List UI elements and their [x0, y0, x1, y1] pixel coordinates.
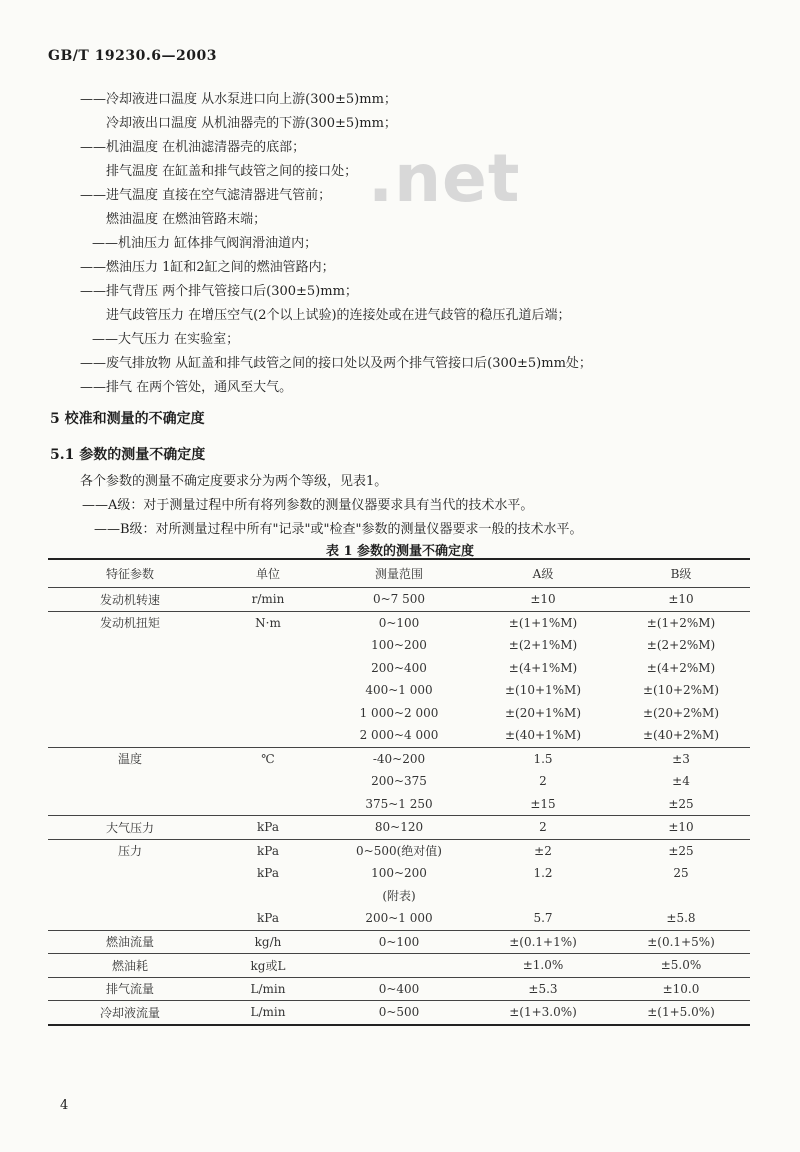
table-cell: 5.7: [533, 911, 553, 926]
bullet-fuel-pressure: ——燃油压力 1缸和2缸之间的燃油管路内；: [80, 260, 335, 275]
table-cell: ±5.3: [474, 977, 612, 1001]
table-cell: [48, 885, 212, 908]
paragraph-class-a: ——A级：对于测量过程中所有将列参数的测量仪器要求具有当代的技术水平。: [82, 498, 534, 513]
table-row: [48, 611, 750, 634]
table-cell: ±2: [474, 839, 612, 862]
bullet-atmos-pressure: ——大气压力 在实验室；: [92, 332, 240, 347]
table-cell: 1.2: [533, 866, 553, 881]
table-cell: 200~1 000: [365, 911, 433, 926]
table-cell: [212, 657, 324, 680]
table-cell: 温度: [48, 747, 212, 770]
table-cell: 0~7 500: [324, 588, 474, 612]
table-header-cell: 单位: [212, 559, 324, 588]
bullet-oil-pressure: ——机油压力 缸体排气阀润滑油道内；: [92, 236, 318, 251]
table-header-row: [48, 559, 750, 588]
table-cell: 25: [673, 866, 689, 881]
table-cell: ±(40+2%M): [642, 728, 720, 743]
bullet-fuel-temp: 燃油温度 在燃油管路末端；: [106, 212, 267, 227]
table-header-cell: A级: [474, 559, 612, 588]
table-cell: ±(40+1%M): [504, 728, 582, 743]
table-cell: [48, 793, 212, 816]
table-row: [48, 839, 750, 862]
table-cell: ±15: [530, 796, 556, 811]
table-cell: 200~400: [371, 660, 427, 675]
table-cell: ±4: [672, 774, 690, 789]
table-cell: ±25: [612, 839, 750, 862]
table-row: [48, 724, 750, 747]
table-cell: [212, 724, 324, 747]
table-cell: 80~120: [324, 816, 474, 840]
table-cell: ±(1+3.0%): [474, 1001, 612, 1025]
table-cell: ±(1+2%M): [612, 611, 750, 634]
table-cell: [212, 679, 324, 702]
section-5-heading: 5 校准和测量的不确定度: [50, 411, 205, 427]
table-cell: [212, 770, 324, 793]
bullet-coolant-outlet: 冷却液出口温度 从机油器壳的下游(300±5)mm；: [106, 116, 397, 131]
watermark: .net: [368, 140, 521, 217]
table-cell: [48, 907, 212, 930]
bullet-exhaust-temp: 排气温度 在缸盖和排气歧管之间的接口处；: [106, 164, 358, 179]
table-cell: 冷却液流量: [48, 1001, 212, 1025]
table-cell: [474, 885, 612, 908]
table-cell: 发动机扭矩: [48, 611, 212, 634]
standard-header: GB/T 19230.6—2003: [48, 48, 217, 64]
table-cell: ±3: [612, 747, 750, 770]
table-header-cell: B级: [612, 559, 750, 588]
table-cell: ±10: [474, 588, 612, 612]
table-row: [48, 977, 750, 1001]
bullet-exhaust: ——排气 在两个管处，通风至大气。: [80, 380, 293, 395]
table-cell: [48, 679, 212, 702]
bullet-coolant-inlet: ——冷却液进口温度 从水泵进口向上游(300±5)mm；: [80, 92, 397, 107]
table-cell: [612, 885, 750, 908]
section-5-1-heading: 5.1 参数的测量不确定度: [50, 447, 206, 463]
paragraph-intro: 各个参数的测量不确定度要求分为两个等级，见表1。: [80, 474, 388, 489]
table-cell: 0~100: [324, 930, 474, 954]
table-cell: ℃: [212, 747, 324, 770]
table-cell: 0~100: [324, 611, 474, 634]
table-cell: 大气压力: [48, 816, 212, 840]
table-cell: ±(0.1+5%): [612, 930, 750, 954]
table-header-cell: 测量范围: [324, 559, 474, 588]
table-cell: ±5.8: [666, 911, 696, 926]
table-row: [48, 588, 750, 612]
table-cell: 压力: [48, 839, 212, 862]
table-cell: ±(2+2%M): [646, 638, 716, 653]
table-cell: 1 000~2 000: [359, 705, 439, 720]
table-cell: [48, 724, 212, 747]
table-cell: ±(10+1%M): [504, 683, 582, 698]
table-cell: 0~500(绝对值): [324, 839, 474, 862]
table-cell: [212, 885, 324, 908]
table-cell: -40~200: [324, 747, 474, 770]
table-cell: kPa: [212, 839, 324, 862]
page-number: 4: [60, 1098, 69, 1113]
table-cell: kg或L: [212, 954, 324, 978]
table-row: [48, 634, 750, 657]
table-cell: [212, 702, 324, 725]
table-cell: ±(0.1+1%): [474, 930, 612, 954]
table-cell: 0~500: [324, 1001, 474, 1025]
table-row: [48, 679, 750, 702]
table-cell: 燃油耗: [48, 954, 212, 978]
table-cell: L/min: [212, 977, 324, 1001]
table-cell: kPa: [212, 816, 324, 840]
table-cell: 2: [539, 774, 547, 789]
table-cell: r/min: [212, 588, 324, 612]
table-row: [48, 907, 750, 930]
bullet-exhaust-back: ——排气背压 两个排气管接口后(300±5)mm；: [80, 284, 358, 299]
table-row: [48, 702, 750, 725]
table-cell: ±5.0%: [612, 954, 750, 978]
table-cell: [48, 657, 212, 680]
table-cell: ±(1+1%M): [474, 611, 612, 634]
table-cell: ±10: [612, 816, 750, 840]
paragraph-class-b: ——B级：对所测量过程中所有"记录"或"检查"参数的测量仪器要求一般的技术水平。: [94, 522, 583, 537]
bullet-manifold: 进气歧管压力 在增压空气(2个以上试验)的连接处或在进气歧管的稳压孔道后端；: [106, 308, 571, 323]
uncertainty-table: [48, 558, 750, 1026]
table-cell: L/min: [212, 1001, 324, 1025]
table-cell: 200~375: [371, 774, 427, 789]
table-cell: 发动机转速: [48, 588, 212, 612]
table-cell: ±(10+2%M): [642, 683, 720, 698]
table-cell: [48, 702, 212, 725]
table-header-cell: 特征参数: [48, 559, 212, 588]
table-cell: kPa: [257, 911, 279, 926]
table-cell: 100~200: [371, 866, 427, 881]
table-cell: 燃油流量: [48, 930, 212, 954]
table-cell: ±(20+1%M): [504, 705, 582, 720]
table-cell: [48, 634, 212, 657]
table-cell: ±(4+2%M): [646, 660, 716, 675]
table-cell: 2 000~4 000: [359, 728, 439, 743]
table-cell: ±10.0: [612, 977, 750, 1001]
table-cell: kPa: [257, 866, 279, 881]
table-cell: kg/h: [212, 930, 324, 954]
table-row: [48, 816, 750, 840]
table-cell: [212, 634, 324, 657]
table-cell: ±(1+5.0%): [612, 1001, 750, 1025]
table-row: [48, 657, 750, 680]
table-cell: ±10: [612, 588, 750, 612]
table-cell: [48, 862, 212, 885]
table-row: [48, 770, 750, 793]
table-row: [48, 1001, 750, 1025]
table-cell: ±(2+1%M): [508, 638, 578, 653]
table-cell: [212, 793, 324, 816]
table-cell: ±(20+2%M): [642, 705, 720, 720]
table-cell: 400~1 000: [365, 683, 433, 698]
table-caption: 表 1 参数的测量不确定度: [325, 544, 475, 559]
table-cell: 0~400: [324, 977, 474, 1001]
table-cell: ±(4+1%M): [508, 660, 578, 675]
table-cell: N·m: [212, 611, 324, 634]
table-cell: ±1.0%: [474, 954, 612, 978]
table-cell: 375~1 250: [365, 796, 433, 811]
table-row: [48, 954, 750, 978]
table-cell: 100~200: [371, 638, 427, 653]
table-cell: [48, 770, 212, 793]
table-row: [48, 747, 750, 770]
table-cell: [324, 954, 474, 978]
table-cell: 1.5: [474, 747, 612, 770]
table-row: [48, 885, 750, 908]
table-cell: 排气流量: [48, 977, 212, 1001]
table-row: [48, 862, 750, 885]
bullet-intake-temp: ——进气温度 直接在空气滤清器进气管前；: [80, 188, 332, 203]
table-cell: 2: [474, 816, 612, 840]
table-row: [48, 793, 750, 816]
table-cell: ±25: [668, 796, 694, 811]
table-cell: (附表): [382, 889, 416, 904]
bullet-oil-temp: ——机油温度 在机油滤清器壳的底部；: [80, 140, 306, 155]
table-row: [48, 930, 750, 954]
bullet-emissions: ——废气排放物 从缸盖和排气歧管之间的接口处以及两个排气管接口后(300±5)mm处；: [80, 356, 592, 371]
